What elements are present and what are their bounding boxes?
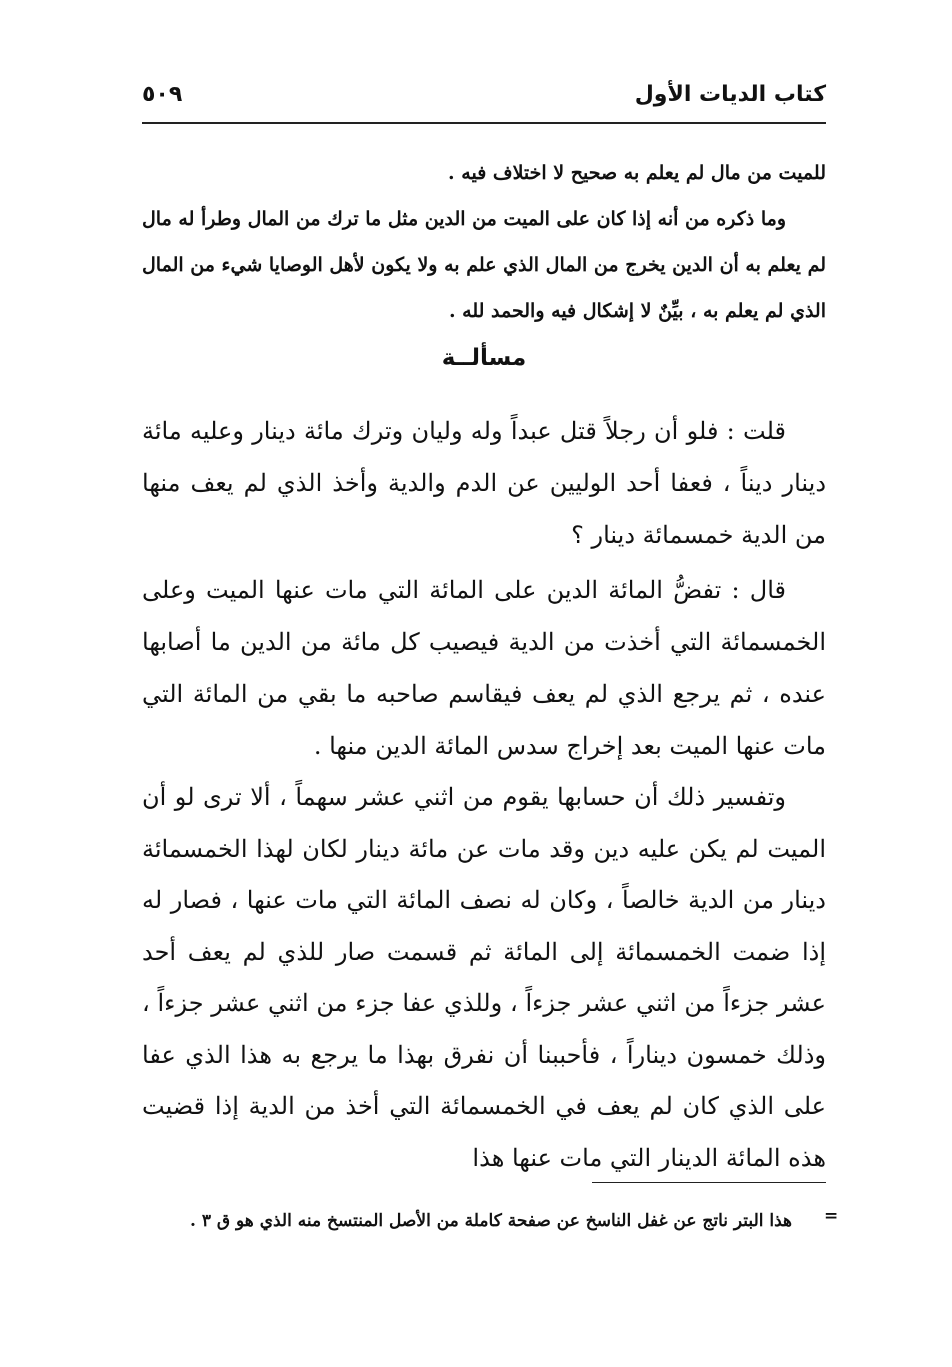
paragraph-3: قلت : فلو أن رجلاً قتل عبداً وله وليان وترك مائة دينار وعليه مائة دينار ديناً ، فعفا أحد الوليين عن الدم والدية وأخذ الذي لم يعف منها من الدية خمسمائة دينار ؟ [142,417,827,549]
running-title: كتاب الديات الأول [634,82,826,107]
paragraph-4: قال : تفضُّ المائة الدين على المائة التي مات عنها الميت وعلى الخمسمائة التي أخذت من الدية فيصيب كل مائة من الدين ما أصابها عنده ، ثم يرجع الذي لم يعف فيقاسم صاحبه ما بقي من المائة التي مات عنها الميت بعد إخراج سدس المائة الدين منها . [142,576,826,760]
paragraph-5: وتفسير ذلك أن حسابها يقوم من اثني عشر سهماً ، ألا ترى لو أن الميت لم يكن عليه دين وقد مات عن مائة دينار لكان لهذا الخمسمائة دينار من الدية خالصاً ، وكان له نصف المائة التي مات عنها ، فصار له إذا ضمت الخمسمائة إلى المائة ثم قسمت صار للذي لم يعف أحد عشر جزءاً من اثني عشر جزءاً ، وللذي عفا جزء من اثني عشر جزءاً ، وذلك خمسون ديناراً ، فأحببنا أن نفرق بهذا ما يرجع به هذا الذي عفا على الذي كان لم يعف في الخمسمائة التي أخذ من الدية إذا قضيت هذه المائة الدينار التي مات عنها هذا [142,783,826,1172]
paragraph-2: وما ذكره من أنه إذا كان على الميت من الدين مثل ما ترك من المال وطرأ له مال لم يعلم به أن الدين يخرج من المال الذي علم به ولا يكون لأهل الوصايا شيء من المال الذي لم يعلم به ، بيِّنٌ لا إشكال فيه والحمد لله . [142,208,826,322]
page-header [142,72,826,120]
footnote-rule [592,1182,826,1183]
page-number: ٥٠٩ [142,82,183,107]
footnote-text: هذا البتر ناتج عن غفل الناسخ عن صفحة كاملة من الأصل المنتسخ منه الذي هو ق ٣ . [190,1211,792,1231]
header-rule [142,122,826,124]
paragraph-1: للميت من مال لم يعلم به صحيح لا اختلاف فيه . [448,162,826,184]
section-heading: مسألــة [441,345,527,371]
footnote-marker: = [824,1206,839,1226]
